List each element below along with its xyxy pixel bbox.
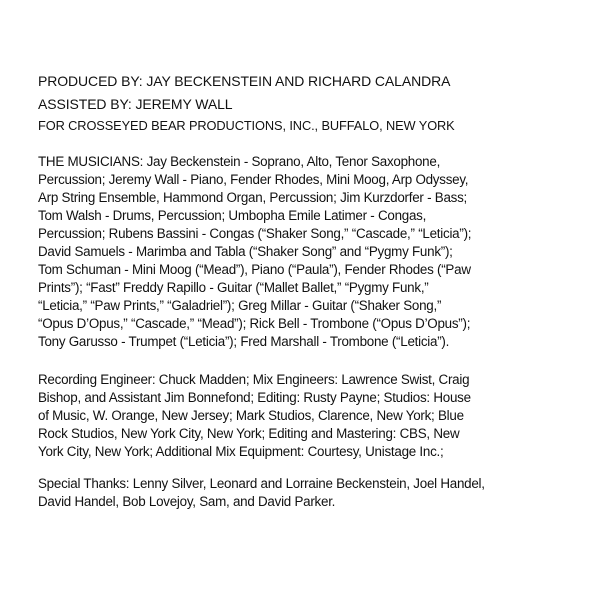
- text-line: York City, New York; Additional Mix Equipment: Courtesy, Unistage Inc.;: [38, 444, 444, 459]
- text-line: Tony Garusso - Trumpet (“Leticia”); Fred Marshall - Trombone (“Leticia”).: [38, 334, 450, 349]
- text-line: THE MUSICIANS: Jay Beckenstein - Soprano, Alto, Tenor Saxophone,: [38, 154, 441, 169]
- text-line: Bishop, and Assistant Jim Bonnefond; Editing: Rusty Payne; Studios: House: [38, 390, 471, 405]
- text-line: “Leticia,” “Paw Prints,” “Galadriel”); Greg Millar - Guitar (“Shaker Song,”: [38, 298, 442, 313]
- assisted-by: ASSISTED BY: JEREMY WALL: [38, 95, 233, 112]
- text-line: David Samuels - Marimba and Tabla (“Shaker Song” and “Pygmy Funk”);: [38, 244, 453, 259]
- musicians-paragraph: [38, 153, 471, 351]
- text-line: Tom Schuman - Mini Moog (“Mead”), Piano (“Paula”), Fender Rhodes (“Paw: [38, 262, 471, 277]
- text-line: Arp String Ensemble, Hammond Organ, Percussion; Jim Kurzdorfer - Bass;: [38, 190, 468, 205]
- text-line: David Handel, Bob Lovejoy, Sam, and David Parker.: [38, 494, 336, 509]
- text-line: Rock Studios, New York City, New York; Editing and Mastering: CBS, New: [38, 426, 460, 441]
- text-line: Tom Walsh - Drums, Percussion; Umbopha Emile Latimer - Congas,: [38, 208, 427, 223]
- text-line: of Music, W. Orange, New Jersey; Mark Studios, Clarence, New York; Blue: [38, 408, 464, 423]
- special-thanks-paragraph: [38, 475, 485, 511]
- text-line: Recording Engineer: Chuck Madden; Mix Engineers: Lawrence Swist, Craig: [38, 372, 470, 387]
- text-line: Special Thanks: Lenny Silver, Leonard and Lorraine Beckenstein, Joel Handel,: [38, 476, 485, 491]
- text-line: Percussion; Rubens Bassini - Congas (“Shaker Song,” “Cascade,” “Leticia”);: [38, 226, 472, 241]
- engineering-paragraph: [38, 371, 471, 461]
- text-line: Percussion; Jeremy Wall - Piano, Fender Rhodes, Mini Moog, Arp Odyssey,: [38, 172, 469, 187]
- production-company: FOR CROSSEYED BEAR PRODUCTIONS, INC., BUFFALO, NEW YORK: [38, 118, 455, 133]
- produced-by: PRODUCED BY: JAY BECKENSTEIN AND RICHARD CALANDRA: [38, 73, 451, 89]
- text-line: Prints”); “Fast” Freddy Rapillo - Guitar (“Mallet Ballet,” “Pygmy Funk,”: [38, 280, 429, 295]
- text-line: “Opus D’Opus,” “Cascade,” “Mead”); Rick Bell - Trombone (“Opus D’Opus”);: [38, 316, 471, 331]
- production-credits: [38, 70, 455, 138]
